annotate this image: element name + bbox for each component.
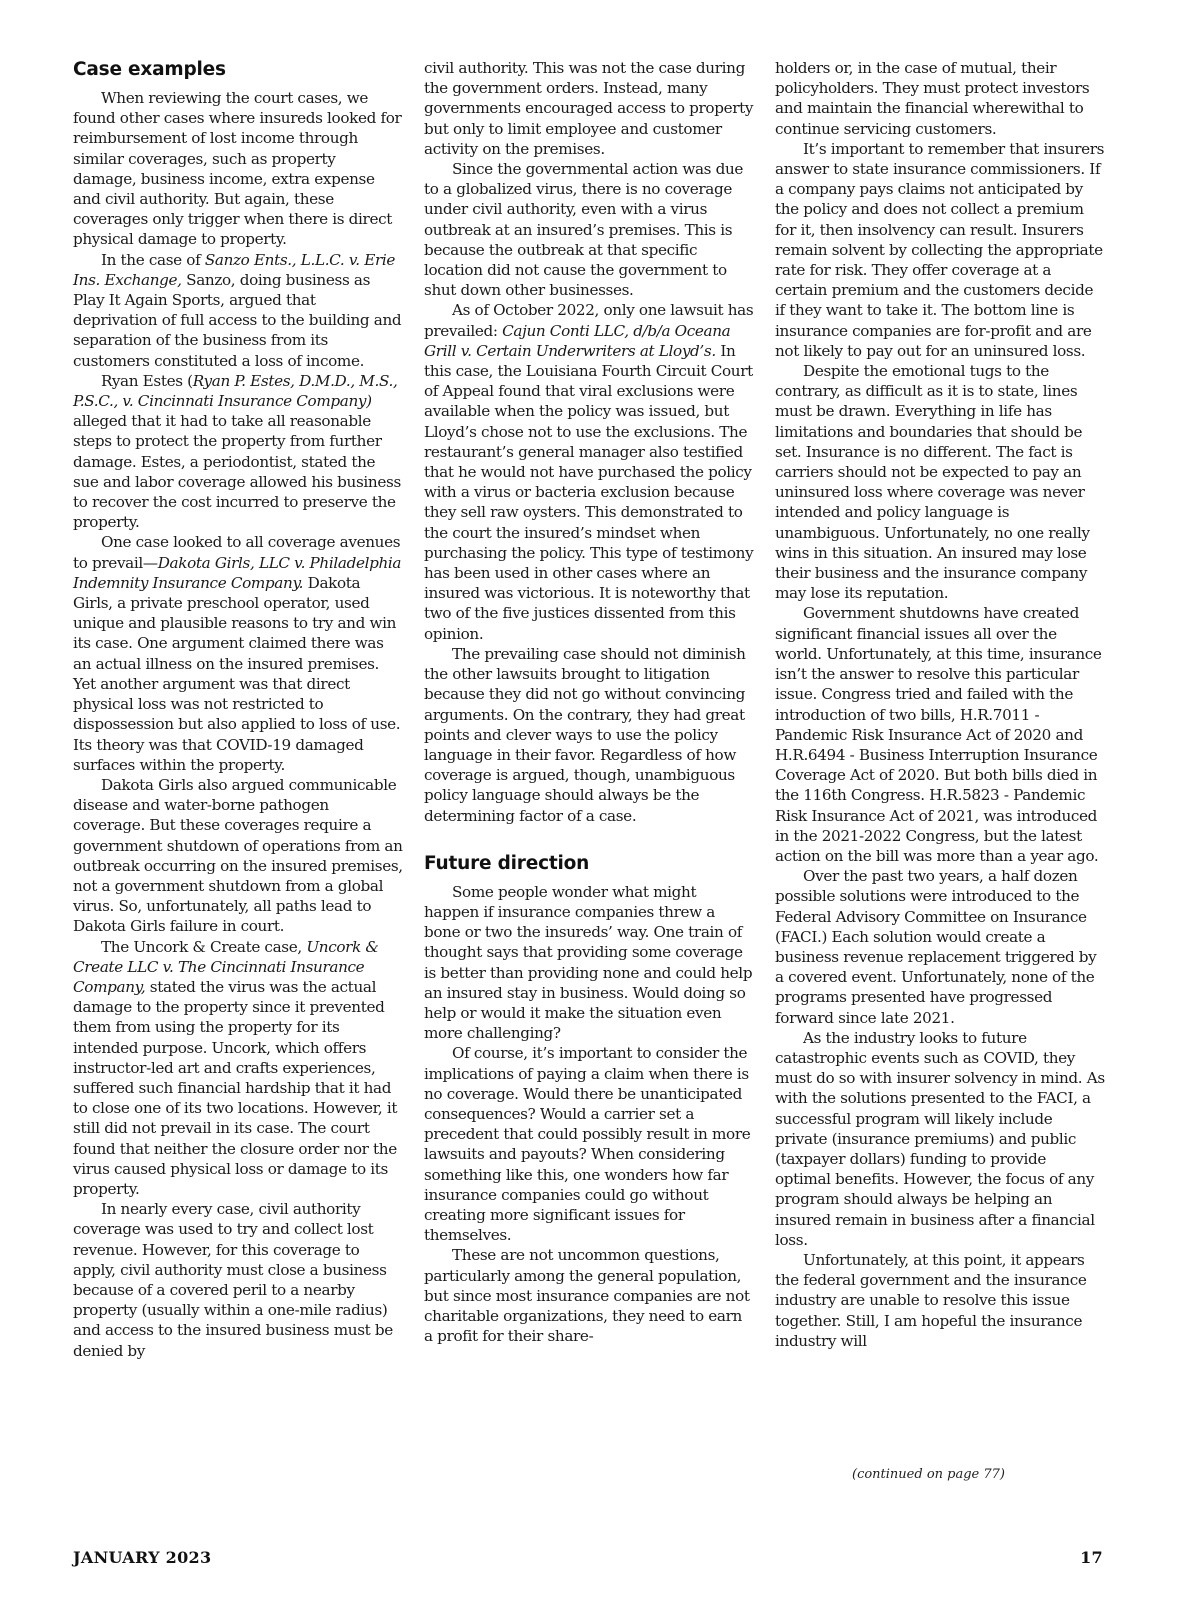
continued-on-page-note: (continued on page 77) (852, 1467, 1005, 1482)
article-column-1 (73, 58, 403, 1361)
paragraph: Ryan Estes (Ryan P. Estes, D.M.D., M.S., P.S.C., v. Cincinnati Insurance Company) alleged that it had to take all reasonable steps to protect the property from further damage. Estes, a periodontist, stated the sue and labor coverage allowed his business to recover the cost incurred to preserve the property. (73, 371, 401, 532)
paragraph: In the case of Sanzo Ents., L.L.C. v. Erie Ins. Exchange, Sanzo, doing business as Play It Again Sports, argued that deprivation of full access to the building and separation of the business from its customers constituted a loss of income. (73, 250, 402, 370)
paragraph: Despite the emotional tugs to the contrary, as difficult as it is to state, lines must be drawn. Everything in life has limitations and boundaries that should be set. Insurance is no different. The fact is carriers should not be expected to pay an uninsured loss where coverage was never intended and policy language is unambiguous. Unfortunately, no one really wins in this situation. An insured may lose their business and the insurance company may lose its reputation. (775, 362, 1090, 603)
case-citation: Sanzo Ents., L.L.C. v. Erie Ins. Exchange, (73, 250, 396, 289)
case-citation: Ryan P. Estes, D.M.D., M.S., P.S.C., v. Cincinnati Insurance Company) (73, 371, 398, 411)
paragraph: The Uncork & Create case, Uncork & Create LLC v. The Cincinnati Insurance Company, stated the virus was the actual damage to the property since it prevented them from using the property for its intended purpose. Uncork, which offers instructor-led art and crafts experiences, suffered such financial hardship that it had to close one of its two locations. However, it still did not prevail in its case. The court found that neither the closure order nor the virus caused physical loss or damage to its property. (73, 937, 398, 1198)
article-column-2 (424, 58, 754, 1346)
case-citation: Dakota Girls, LLC v. Philadelphia Indemnity Insurance Company. (73, 553, 402, 592)
section-heading-future-direction: Future direction (424, 852, 590, 874)
paragraph-continued: holders or, in the case of mutual, their policyholders. They must protect investors and maintain the financial wherewithal to continue servicing customers. (775, 59, 1090, 138)
paragraph: Since the governmental action was due to a globalized virus, there is no coverage under civil authority, even with a virus outbreak at an insured’s premises. This is because the outbreak at that specific location did not cause the government to shut down other businesses. (424, 160, 744, 300)
paragraph: As the industry looks to future catastrophic events such as COVID, they must do so with insurer solvency in mind. As with the solutions presented to the FACI, a successful program will likely include private (insurance premiums) and public (taxpayer dollars) funding to provide optimal benefits. However, the focus of any program should always be helping an insured remain in business after a financial loss. (775, 1028, 1105, 1249)
paragraph: As of October 2022, only one lawsuit has prevailed: Cajun Conti LLC, d/b/a Oceana Grill v. Certain Underwriters at Lloyd’s. In this case, the Louisiana Fourth Circuit Court of Appeal found that viral exclusions were available when the policy was issued, but Lloyd’s chose not to use the exclusions. The restaurant’s general manager also testified that he would not have purchased the policy with a virus or bacteria exclusion because they sell raw oysters. This demonstrated to the court the insured’s mindset when purchasing the policy. This type of testimony has been used in other cases where an insured was victorious. It is noteworthy that two of the five justices dissented from this opinion. (424, 301, 754, 643)
paragraph: The prevailing case should not diminish the other lawsuits brought to litigation because they did not go without convincing arguments. On the contrary, they had great points and clever ways to use the policy language in their favor. Regardless of how coverage is argued, though, unambiguous policy language should always be the determining factor of a case. (424, 644, 746, 825)
paragraph: Of course, it’s important to consider the implications of paying a claim when there is no coverage. Would there be unanticipated consequences? Would a carrier set a precedent that could possibly result in more lawsuits and payouts? When considering something like this, one wonders how far insurance companies could go without creating more significant issues for themselves. (424, 1044, 751, 1245)
paragraph: When reviewing the court cases, we found other cases where insureds looked for reimbursement of lost income through similar coverages, such as property damage, business income, extra expense and civil authority. But again, these coverages only trigger when there is direct physical damage to property. (73, 89, 402, 249)
section-heading-case-examples: Case examples (73, 59, 226, 80)
paragraph: Over the past two years, a half dozen possible solutions were introduced to the Federal Advisory Committee on Insurance (FACI.) Each solution would create a business revenue replacement triggered by a covered event. Unfortunately, none of the programs presented have progressed forward since late 2021. (775, 867, 1097, 1027)
paragraph: Some people wonder what might happen if insurance companies threw a bone or two the insureds’ way. One train of thought says that providing some coverage is better than providing none and could help an insured stay in business. Would doing so help or would it make the situation even more challenging? (424, 882, 753, 1043)
page-number: 17 (1080, 1548, 1103, 1567)
paragraph: Dakota Girls also argued communicable disease and water-borne pathogen coverage. But these coverages require a government shutdown of operations from an outbreak occurring on the insured premises, not a government shutdown from a global virus. So, unfortunately, all paths lead to Dakota Girls failure in court. (73, 775, 403, 936)
paragraph: Unfortunately, at this point, it appears the federal government and the insurance industry are unable to resolve this issue together. Still, I am hopeful the insurance industry will (775, 1250, 1087, 1350)
paragraph: It’s important to remember that insurers answer to state insurance commissioners. If a company pays claims not anticipated by the policy and does not collect a premium for it, then insolvency can result. Insurers remain solvent by collecting the appropriate rate for risk. They offer coverage at a certain premium and the customers decide if they want to take it. The bottom line is insurance companies are for-profit and are not likely to pay out for an uninsured loss. (775, 139, 1105, 360)
paragraph-continued: civil authority. This was not the case during the government orders. Instead, many governments encouraged access to property but only to limit employee and customer activity on the premises. (424, 59, 754, 158)
case-citation: Uncork & Create LLC v. The Cincinnati Insurance Company, (73, 937, 379, 996)
issue-date: JANUARY 2023 (73, 1548, 212, 1567)
case-citation: Cajun Conti LLC, d/b/a Oceana Grill v. Certain Underwriters at Lloyd’s. (424, 321, 731, 360)
paragraph: Government shutdowns have created significant financial issues all over the world. Unfortunately, at this time, insurance isn’t the answer to resolve this particular issue. Congress tried and failed with the introduction of two bills, H.R.7011 - Pandemic Risk Insurance Act of 2020 and H.R.6494 - Business Interruption Insurance Coverage Act of 2020. But both bills died in the 116th Congress. H.R.5823 - Pandemic Risk Insurance Act of 2021, was introduced in the 2021-2022 Congress, but the latest action on the bill was more than a year ago. (775, 604, 1102, 865)
paragraph: In nearly every case, civil authority coverage was used to try and collect lost revenue. However, for this coverage to apply, civil authority must close a business because of a covered peril to a nearby property (usually within a one-mile radius) and access to the insured business must be denied by (73, 1200, 393, 1360)
article-column-3 (775, 58, 1105, 1351)
paragraph: One case looked to all coverage avenues to prevail—Dakota Girls, LLC v. Philadelphia Indemnity Insurance Company. Dakota Girls, a private preschool operator, used unique and plausible reasons to try and win its case. One argument claimed there was an actual illness on the insured premises. Yet another argument was that direct physical loss was not restricted to dispossession but also applied to loss of use. Its theory was that COVID-19 damaged surfaces within the property. (73, 533, 402, 774)
paragraph: These are not uncommon questions, particularly among the general population, but since most insurance companies are not charitable organizations, they need to earn a profit for their share- (424, 1246, 750, 1346)
